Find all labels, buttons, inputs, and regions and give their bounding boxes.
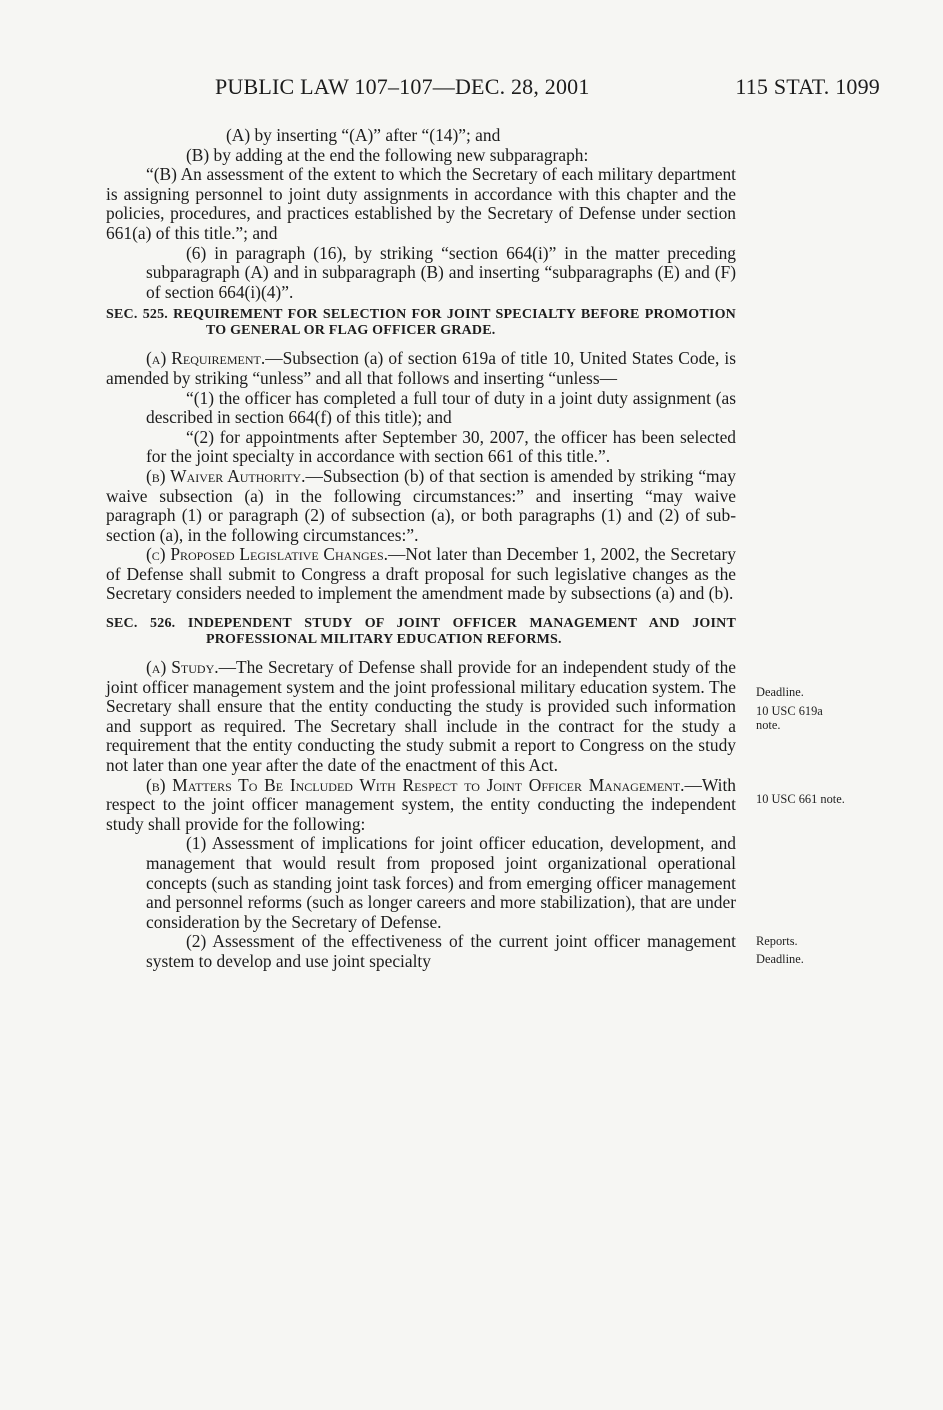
sec-526-b bbox=[106, 776, 736, 835]
header-statute-page: 115 STAT. 1099 bbox=[735, 74, 880, 99]
para-6-paragraph-16: (6) in paragraph (16), by striking “section 664(i)” in the matter preceding subparagraph (A) and in subparagraph (B) and inserting “subparagraphs (E) and (F) of section 664(i)(4)”. bbox=[146, 242, 736, 302]
header-public-law: PUBLIC LAW 107–107—DEC. 28, 2001 bbox=[215, 74, 590, 99]
margin-note-deadline-2: Deadline. bbox=[756, 952, 804, 966]
margin-note-10-usc-661: 10 USC 661 note. bbox=[756, 792, 845, 806]
para-b-adding-text: (B) by adding at the end the following new subparagraph: bbox=[186, 144, 589, 165]
sec-526-heading: SEC. 526. INDEPENDENT STUDY OF JOINT OFFICER MANAGEMENT AND JOINT PROFESSIONAL MILITARY EDUCATION REFORMS. bbox=[106, 616, 736, 648]
sec-526-b-text: —With respect to the joint officer management system, the entity conducting the independent study shall provide for the following: bbox=[106, 774, 736, 834]
margin-note-deadline: Deadline. bbox=[756, 685, 804, 699]
margin-note-10-usc-619a: 10 USC 619a note. bbox=[756, 704, 823, 732]
sec-525-c-text: —Not later than December 1, 2002, the Secretary of Defense shall submit to Congress a draft proposal for such legislative changes as the Secretary considers needed to implement the amendment made by subsections (a) and (b). bbox=[106, 544, 736, 604]
sec-525-a-text: —Subsection (a) of section 619a of title 10, United States Code, is amended by striking “unless” and all that follows and inserting “unless— bbox=[106, 348, 736, 388]
sec-525-a-label: (a) Requirement. bbox=[146, 348, 266, 369]
sec-525-heading: SEC. 525. REQUIREMENT FOR SELECTION FOR JOINT SPECIALTY BEFORE PROMOTION TO GENERAL OR FLAG OFFICER GRADE. bbox=[106, 307, 736, 339]
sec-526-a-label: (a) Study. bbox=[146, 657, 219, 678]
sec-525-c bbox=[106, 545, 736, 604]
para-b-adding bbox=[106, 146, 736, 166]
sec-525-a-2: “(2) for appointments after September 30, 2007, the officer has been selected for the joint specialty in accordance with section 661 of this title.”. bbox=[146, 426, 736, 467]
sec-525-a-1: “(1) the officer has completed a full tour of duty in a joint duty assignment (as described in section 664(f) of this title); and bbox=[146, 387, 736, 428]
para-a-inserting: (A) by inserting “(A)” after “(14)”; and bbox=[226, 125, 501, 145]
sec-525-c-label: (c) Proposed Legislative Changes. bbox=[146, 544, 389, 565]
para-quoted-b-assessment: “(B) An assessment of the extent to which the Secretary of each military department is assigning personnel to joint duty assignments in accordance with this chapter and the policies, procedures, and practices established by the Secretary of Defense under section 661(a) of this title.”; and bbox=[106, 164, 736, 243]
sec-525-b bbox=[106, 467, 736, 545]
sec-525-b-text: —Subsection (b) of that section is amended by striking “may waive subsection (a) in the following circumstances:” and inserting “may waive paragraph (1) or paragraph (2) of subsection (a), or both paragraphs (1) and (2) of subsection (a), in the following circumstances:”. bbox=[106, 465, 736, 545]
sec-525-a bbox=[106, 349, 736, 388]
sec-526-b-1: (1) Assessment of implications for joint officer education, development, and management that would result from proposed joint organizational operational concepts (such as standing joint task forces) and from emerging officer management and personnel reforms (such as longer careers and more stabilization), that are under consideration by the Secretary of Defense. bbox=[146, 833, 736, 932]
sec-526-b-2: (2) Assessment of the effectiveness of the current joint officer management system to develop and use joint specialty bbox=[146, 931, 736, 971]
page-header bbox=[215, 74, 880, 104]
sec-525-b-label: (b) Waiver Authority. bbox=[146, 465, 306, 486]
margin-note-reports: Reports. bbox=[756, 934, 798, 948]
sec-526-a bbox=[106, 658, 736, 776]
document-body bbox=[106, 126, 736, 972]
sec-526-b-label: (b) Matters To Be Included With Respect to Joint Officer Management. bbox=[146, 774, 685, 795]
sec-526-a-text: —The Secretary of Defense shall provide for an independent study of the joint officer management system and the joint professional military education system. The Secretary shall ensure that the entity conducting the study is provided such information and support as required. The Secretary shall include in the contract for the study a requirement that the entity conducting the study submit a report to Congress on the study not later than one year after the date of the enactment of this Act. bbox=[106, 657, 736, 776]
